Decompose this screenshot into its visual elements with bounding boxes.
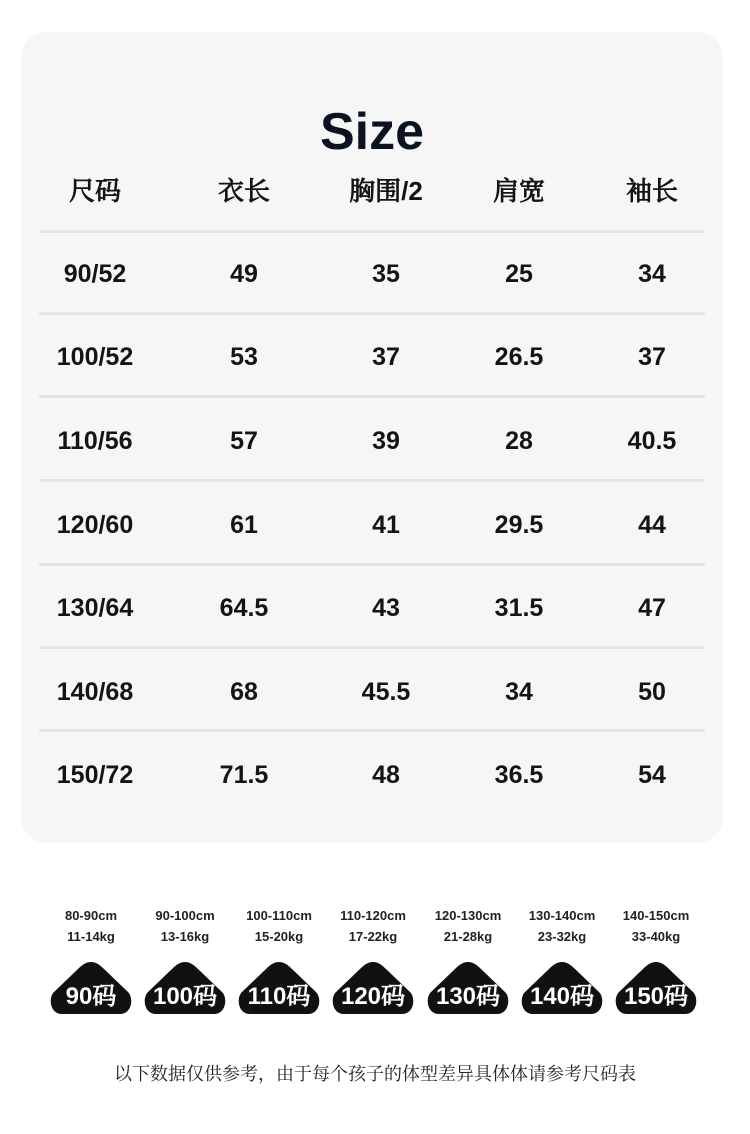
size-label: 90码 (65, 983, 117, 1010)
table-cell: 71.5 (219, 761, 269, 789)
height-range: 140-150cm (622, 908, 690, 923)
size-option (326, 905, 420, 1016)
table-cell: 44 (638, 511, 666, 539)
weight-range: 13-16kg (160, 929, 210, 944)
row-divider (39, 646, 705, 649)
column-header: 衣长 (217, 176, 271, 206)
table-cell: 37 (638, 343, 666, 371)
table-cell: 34 (505, 678, 533, 706)
table-header-row (21, 171, 723, 211)
chart-title: Size (319, 103, 425, 161)
column-header: 肩宽 (492, 176, 546, 206)
table-cell: 100/52 (56, 343, 134, 371)
table-cell: 37 (372, 343, 400, 371)
table-row (21, 421, 723, 461)
height-range: 80-90cm (64, 908, 118, 923)
size-badge (142, 960, 228, 1016)
size-label: 150码 (623, 983, 689, 1010)
table-cell: 47 (638, 594, 666, 622)
size-label: 120码 (340, 983, 406, 1010)
table-cell: 110/56 (57, 427, 133, 455)
table-cell: 25 (505, 260, 533, 288)
table-cell: 35 (372, 260, 400, 288)
table-cell: 120/60 (56, 511, 134, 539)
size-badge (236, 960, 322, 1016)
table-cell: 39 (372, 427, 400, 455)
table-cell: 43 (372, 594, 400, 622)
table-cell: 26.5 (494, 343, 544, 371)
table-cell: 45.5 (361, 678, 411, 706)
size-option (609, 905, 703, 1016)
table-cell: 28 (505, 427, 533, 455)
weight-range: 15-20kg (254, 929, 304, 944)
table-cell: 41 (372, 511, 400, 539)
size-option (138, 905, 232, 1016)
size-badge (330, 960, 416, 1016)
row-divider (39, 395, 705, 398)
table-cell: 53 (230, 343, 258, 371)
table-cell: 31.5 (494, 594, 544, 622)
table-cell: 54 (638, 761, 666, 789)
table-row (21, 505, 723, 545)
height-range: 100-110cm (246, 908, 312, 923)
table-row (21, 755, 723, 795)
size-label: 130码 (435, 983, 501, 1010)
weight-range: 33-40kg (631, 929, 681, 944)
weight-range: 11-14kg (67, 929, 115, 944)
table-cell: 34 (638, 260, 666, 288)
row-divider (39, 312, 705, 315)
height-range: 130-140cm (528, 908, 596, 923)
table-cell: 64.5 (219, 594, 269, 622)
table-cell: 61 (230, 511, 258, 539)
table-row (21, 254, 723, 294)
table-cell: 36.5 (494, 761, 544, 789)
table-cell: 68 (230, 678, 258, 706)
table-cell: 130/64 (56, 594, 134, 622)
table-cell: 49 (230, 260, 258, 288)
table-row (21, 588, 723, 628)
table-row (21, 672, 723, 712)
height-range: 120-130cm (434, 908, 502, 923)
size-label: 100码 (152, 983, 218, 1010)
size-label: 140码 (529, 983, 595, 1010)
table-row (21, 337, 723, 377)
row-divider (39, 230, 705, 233)
weight-range: 17-22kg (348, 929, 398, 944)
column-header: 袖长 (625, 176, 679, 206)
size-option (515, 905, 609, 1016)
table-cell: 29.5 (494, 511, 544, 539)
size-chart-card (21, 32, 723, 843)
size-label: 110码 (247, 983, 311, 1010)
size-option (232, 905, 326, 1016)
table-cell: 48 (372, 761, 400, 789)
size-badge (519, 960, 605, 1016)
row-divider (39, 479, 705, 482)
column-header: 尺码 (68, 176, 122, 206)
table-cell: 90/52 (63, 260, 127, 288)
size-badge (613, 960, 699, 1016)
weight-range: 23-32kg (537, 929, 587, 944)
size-option (421, 905, 515, 1016)
size-option (44, 905, 138, 1016)
row-divider (39, 563, 705, 566)
table-cell: 140/68 (56, 678, 134, 706)
reference-note: 以下数据仅供参考，由于每个孩子的体型差异具体体请参考尺码表 (114, 1064, 636, 1084)
row-divider (39, 729, 705, 732)
height-range: 90-100cm (155, 908, 215, 923)
table-cell: 150/72 (56, 761, 134, 789)
table-cell: 40.5 (627, 427, 677, 455)
size-badge (48, 960, 134, 1016)
height-range: 110-120cm (340, 908, 406, 923)
column-header: 胸围/2 (349, 176, 423, 206)
size-badge (425, 960, 511, 1016)
table-cell: 50 (638, 678, 666, 706)
table-cell: 57 (230, 427, 258, 455)
weight-range: 21-28kg (443, 929, 493, 944)
